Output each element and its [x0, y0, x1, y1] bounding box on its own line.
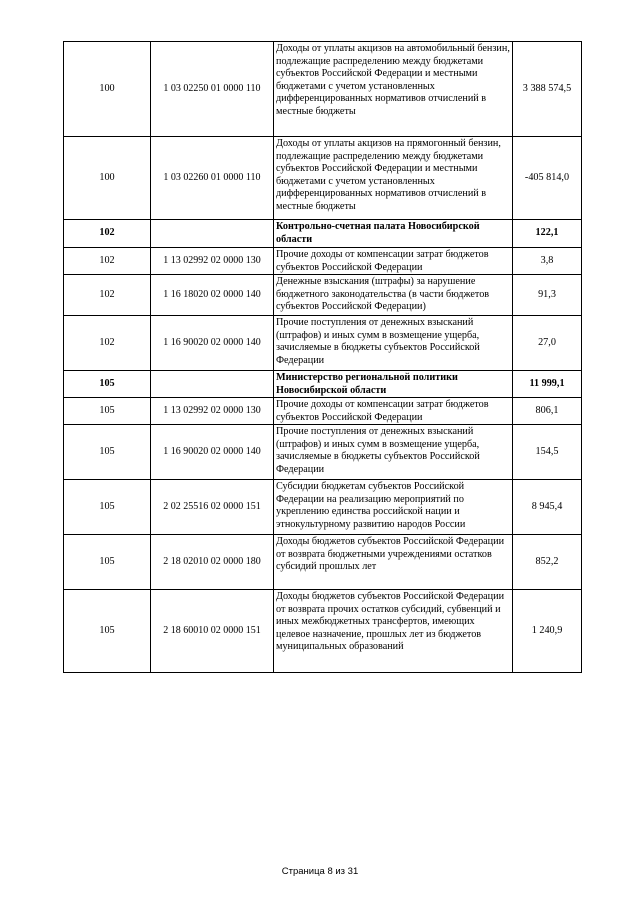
- admin-code-cell: 102: [64, 248, 151, 275]
- admin-code-cell: 105: [64, 425, 151, 480]
- admin-code-cell: 105: [64, 590, 151, 673]
- amount-cell: 91,3: [513, 275, 582, 316]
- admin-code-cell: 100: [64, 137, 151, 220]
- amount-cell: 8 945,4: [513, 480, 582, 535]
- amount-cell: -405 814,0: [513, 137, 582, 220]
- table-row: [64, 398, 582, 425]
- table-row: [64, 275, 582, 316]
- budget-code-cell: 1 16 18020 02 0000 140: [151, 275, 274, 316]
- description-cell: Доходы бюджетов субъектов Российской Федерации от возврата прочих остатков субсидий, субвенций и иных межбюджетных трансфертов, имеющих целевое назначение, прошлых лет из бюджетов муниципальных образований: [274, 590, 513, 673]
- admin-code-cell: 102: [64, 316, 151, 371]
- page-number-footer: Страница 8 из 31: [281, 866, 359, 877]
- amount-cell: 1 240,9: [513, 590, 582, 673]
- table-row: [64, 316, 582, 371]
- table-row: [64, 590, 582, 673]
- budget-code-cell: 1 16 90020 02 0000 140: [151, 316, 274, 371]
- revenue-table-body: [64, 42, 582, 673]
- budget-code-cell: 2 02 25516 02 0000 151: [151, 480, 274, 535]
- amount-cell: 3,8: [513, 248, 582, 275]
- admin-code-cell: 102: [64, 220, 151, 248]
- amount-cell: 3 388 574,5: [513, 42, 582, 137]
- budget-code-cell: [151, 371, 274, 398]
- table-row: [64, 480, 582, 535]
- admin-code-cell: 105: [64, 371, 151, 398]
- budget-code-cell: 1 13 02992 02 0000 130: [151, 248, 274, 275]
- description-cell: Доходы бюджетов субъектов Российской Федерации от возврата бюджетными учреждениями остатков субсидий прошлых лет: [274, 535, 513, 590]
- budget-code-cell: 1 03 02260 01 0000 110: [151, 137, 274, 220]
- table-row: [64, 535, 582, 590]
- description-cell: Прочие доходы от компенсации затрат бюджетов субъектов Российской Федерации: [274, 398, 513, 425]
- budget-code-cell: 1 03 02250 01 0000 110: [151, 42, 274, 137]
- amount-cell: 852,2: [513, 535, 582, 590]
- table-row: [64, 425, 582, 480]
- table-row: [64, 137, 582, 220]
- amount-cell: 806,1: [513, 398, 582, 425]
- budget-code-cell: 1 16 90020 02 0000 140: [151, 425, 274, 480]
- admin-code-cell: 102: [64, 275, 151, 316]
- admin-code-cell: 105: [64, 398, 151, 425]
- revenue-table: [63, 41, 582, 673]
- description-cell: Доходы от уплаты акцизов на прямогонный бензин, подлежащие распределению между бюджетами субъектов Российской Федерации и местными бюджетами с учетом установленных дифференцированных нормативов отчислений в местные бюджеты: [274, 137, 513, 220]
- amount-cell: 122,1: [513, 220, 582, 248]
- description-cell: Доходы от уплаты акцизов на автомобильный бензин, подлежащие распределению между бюджетами субъектов Российской Федерации и местными бюджетами с учетом установленных дифференцированных нормативов отчислений в местные бюджеты: [274, 42, 513, 137]
- admin-code-cell: 105: [64, 535, 151, 590]
- table-row: [64, 220, 582, 248]
- table-row: [64, 248, 582, 275]
- admin-code-cell: 105: [64, 480, 151, 535]
- budget-code-cell: 2 18 60010 02 0000 151: [151, 590, 274, 673]
- description-cell: Субсидии бюджетам субъектов Российской Федерации на реализацию мероприятий по укреплению единства российской нации и этнокультурному развитию народов России: [274, 480, 513, 535]
- budget-code-cell: 1 13 02992 02 0000 130: [151, 398, 274, 425]
- budget-code-cell: [151, 220, 274, 248]
- description-cell: Прочие доходы от компенсации затрат бюджетов субъектов Российской Федерации: [274, 248, 513, 275]
- amount-cell: 27,0: [513, 316, 582, 371]
- amount-cell: 154,5: [513, 425, 582, 480]
- description-cell: Прочие поступления от денежных взысканий (штрафов) и иных сумм в возмещение ущерба, зачисляемые в бюджеты субъектов Российской Федерации: [274, 425, 513, 480]
- description-cell: Денежные взыскания (штрафы) за нарушение бюджетного законодательства (в части бюджетов субъектов Российской Федерации): [274, 275, 513, 316]
- description-cell: Министерство региональной политики Новосибирской области: [274, 371, 513, 398]
- admin-code-cell: 100: [64, 42, 151, 137]
- table-row: [64, 371, 582, 398]
- description-cell: Контрольно-счетная палата Новосибирской области: [274, 220, 513, 248]
- table-row: [64, 42, 582, 137]
- amount-cell: 11 999,1: [513, 371, 582, 398]
- description-cell: Прочие поступления от денежных взысканий (штрафов) и иных сумм в возмещение ущерба, зачисляемые в бюджеты субъектов Российской Федерации: [274, 316, 513, 371]
- budget-code-cell: 2 18 02010 02 0000 180: [151, 535, 274, 590]
